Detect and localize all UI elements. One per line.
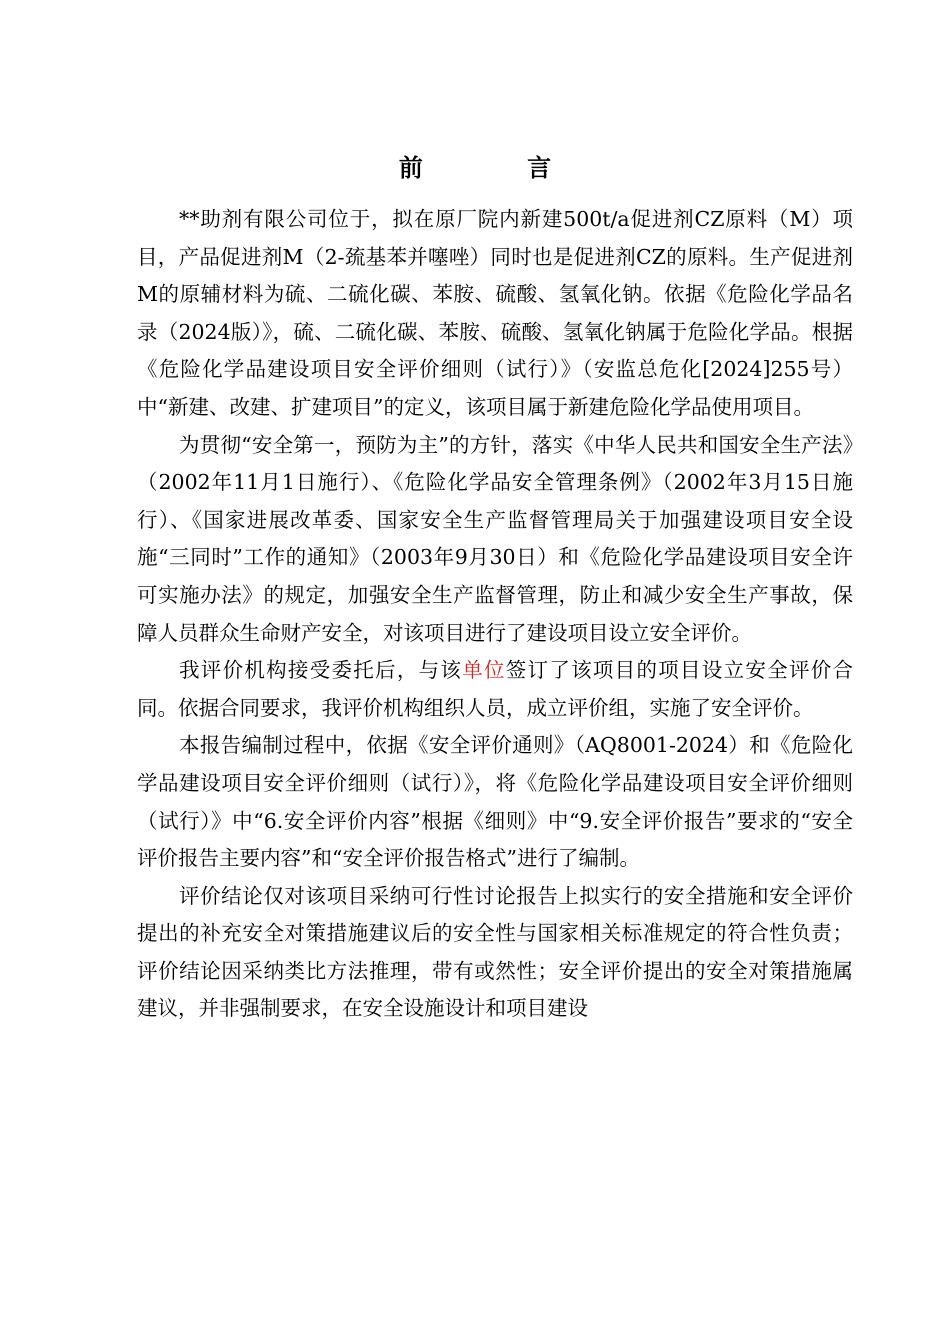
highlighted-text: 单位: [462, 658, 506, 683]
paragraph: [137, 878, 853, 1028]
paragraph-text: 评价结论仅对该项目采纳可行性讨论报告上拟实行的安全措施和安全评价提出的补充安全对策措施建议后的安全性与国家相关标准规定的符合性负责；评价结论因采纳类比方法推理，带有或然性；安全评价提出的安全对策措施属建议，并非强制要求，在安全设施设计和项目建设: [137, 883, 853, 1021]
body-text: [137, 201, 853, 1028]
paragraph-text: 我评价机构接受委托后，与该: [179, 658, 463, 683]
paragraph: [137, 201, 853, 427]
paragraph-text: 本报告编制过程中，依据《安全评价通则》（AQ8001-2024）和《危险化学品建设项目安全评价细则（试行）》，将《危险化学品建设项目安全评价细则（试行）》中“6.安全评价内容”根据《细则》中“9.安全评价报告”要求的“安全评价报告主要内容”和“安全评价报告格式”进行了编制。: [137, 733, 853, 871]
paragraph: [137, 427, 853, 653]
paragraph: [137, 727, 853, 877]
paragraph: [137, 652, 853, 727]
paragraph-text: 为贯彻“安全第一，预防为主”的方针，落实《中华人民共和国安全生产法》（2002年11月1日施行）、《危险化学品安全管理条例》（2002年3月15日施行）、《国家进展改革委、国家安全生产监督管理局关于加强建设项目安全设施“三同时”工作的通知》（2003年9月30日）和《危险化学品建设项目安全许可实施办法》的规定，加强安全生产监督管理，防止和减少安全生产事故，保障人员群众生命财产安全，对该项目进行了建设项目设立安全评价。: [137, 432, 853, 645]
page-title: 前 言: [398, 153, 600, 182]
paragraph-text: **助剂有限公司位于，拟在原厂院内新建500t/a促进剂CZ原料（M）项目，产品促进剂M（2-巯基苯并噻唑）同时也是促进剂CZ的原料。生产促进剂M的原辅材料为硫、二硫化碳、苯胺、硫酸、氢氧化钠。依据《危险化学品名录（2024版）》，硫、二硫化碳、苯胺、硫酸、氢氧化钠属于危险化学品。根据《危险化学品建设项目安全评价细则（试行）》（安监总危化[2024]255号）中“新建、改建、扩建项目”的定义，该项目属于新建危险化学品使用项目。: [137, 207, 853, 419]
paragraph-text: 签订了该项目的项目设立安全评价合同。依据合同要求，我评价机构组织人员，成立评价组，实施了安全评价。: [137, 658, 854, 720]
